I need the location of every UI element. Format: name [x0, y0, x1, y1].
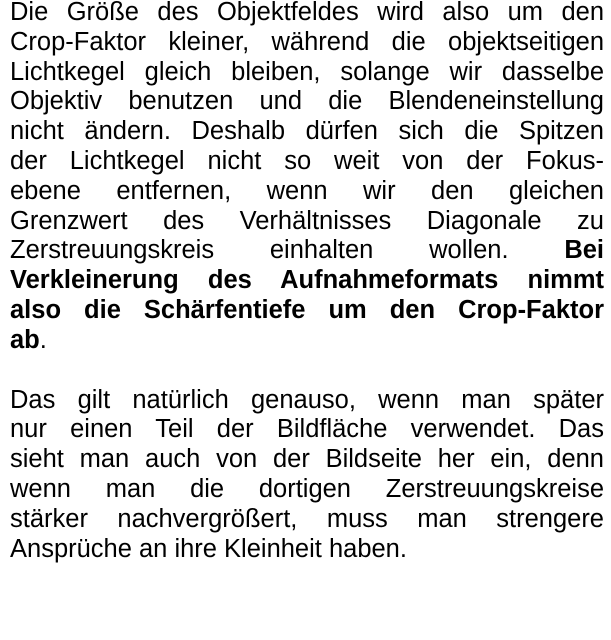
document-page [10, 0, 604, 564]
text-line: Grenzwert des Verhältnisses Diagonale zu [10, 206, 604, 235]
text-line: der Lichtkegel nicht so weit von der Fokus- [10, 146, 604, 175]
paragraph-image-area [10, 386, 604, 565]
bold-emphasis: ab [10, 325, 40, 354]
text-line: Objektiv benutzen und die Blendeneinstellung [10, 87, 604, 116]
paragraph-crop-factor [10, 0, 604, 356]
paragraph-gap [10, 356, 604, 386]
text-segment: . [39, 325, 47, 354]
bold-text-line: also die Schärfentiefe um den Crop-Faktor [10, 295, 604, 324]
text-line: nur einen Teil der Bildfläche verwendet. Das [10, 415, 604, 444]
text-line: Das gilt natürlich genauso, wenn man später [10, 385, 604, 414]
text-line: stärker nachvergrößert, muss man strengere [10, 504, 604, 533]
text-line: sieht man auch von der Bildseite her ein, denn [10, 445, 604, 474]
bold-emphasis: Bei [564, 236, 604, 265]
text-line: wenn man die dortigen Zerstreuungskreise [10, 474, 604, 503]
text-line: Crop-Faktor kleiner, während die objektseitigen [10, 27, 604, 56]
text-line: nicht ändern. Deshalb dürfen sich die Spitzen [10, 117, 604, 146]
text-line: Ansprüche an ihre Kleinheit haben. [10, 534, 407, 563]
text-line: Lichtkegel gleich bleiben, solange wir dasselbe [10, 57, 604, 86]
text-line: Die Größe des Objektfeldes wird also um den [10, 0, 604, 26]
text-line: ebene entfernen, wenn wir den gleichen [10, 176, 604, 205]
text-line-end [10, 326, 604, 356]
bold-text-line: Verkleinerung des Aufnahmeformats nimmt [10, 266, 604, 295]
text-segment: Zerstreuungskreis einhalten wollen. [10, 236, 565, 265]
text-line-mixed [10, 236, 604, 266]
